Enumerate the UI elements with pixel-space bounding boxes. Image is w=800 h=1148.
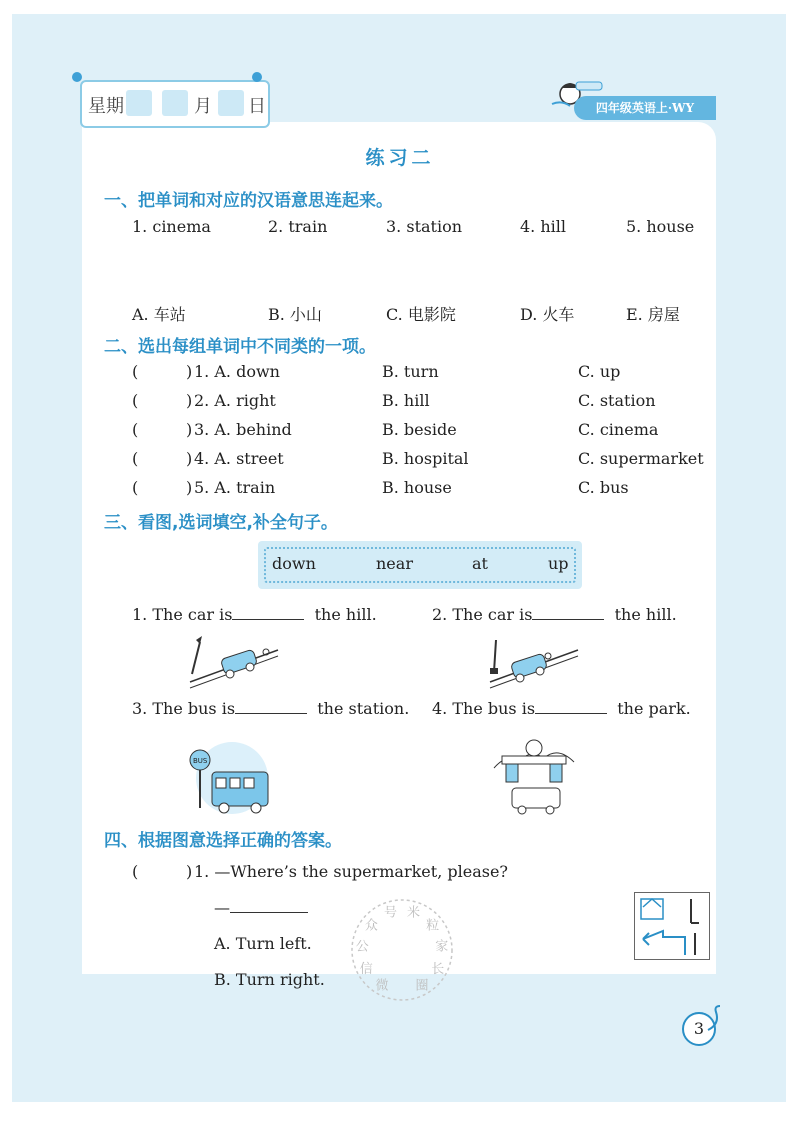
option-c: C. up: [578, 362, 621, 381]
option-a: 4. A. street: [194, 449, 284, 468]
meaning-item: D. 火车: [520, 305, 575, 324]
answer-blank[interactable]: [532, 619, 604, 620]
answer-paren-close: ): [186, 862, 193, 881]
sentence-2: [432, 605, 677, 624]
watermark-char: 米: [406, 905, 421, 921]
answer-paren-close: ): [186, 420, 193, 439]
answer-paren[interactable]: (: [132, 362, 139, 381]
word-bank: [258, 541, 582, 589]
day-label: 日: [248, 96, 266, 117]
section1-heading: 一、把单词和对应的汉语意思连起来。: [104, 191, 393, 211]
meaning-item: C. 电影院: [386, 305, 456, 324]
watermark-char: 号: [383, 905, 398, 921]
answer-blank[interactable]: [235, 713, 307, 714]
word-bank-item: up: [548, 554, 569, 573]
answer-paren[interactable]: (: [132, 862, 139, 881]
bus-station-image: [186, 738, 276, 818]
option-c: C. bus: [578, 478, 629, 497]
option-c: C. station: [578, 391, 656, 410]
watermark-char: 微: [375, 978, 389, 994]
sentence-prefix: 4. The bus is: [432, 699, 536, 718]
date-box: [80, 80, 270, 128]
answer-paren-close: ): [186, 362, 193, 381]
sentence-1: [132, 605, 377, 624]
answer-paren[interactable]: (: [132, 391, 139, 410]
option-c: C. supermarket: [578, 449, 704, 468]
sentence-suffix: the hill.: [614, 605, 677, 624]
word-bank-item: near: [376, 554, 413, 573]
month-label: 月: [194, 96, 212, 117]
answer-blank[interactable]: [535, 713, 607, 714]
watermark-stamp: [342, 890, 462, 1010]
answer-blank[interactable]: [232, 619, 304, 620]
answer-line: [214, 898, 308, 917]
answer-paren-close: ): [186, 391, 193, 410]
sentence-prefix: 2. The car is: [432, 605, 533, 624]
sentence-prefix: 1. The car is: [132, 605, 233, 624]
section4-heading: 四、根据图意选择正确的答案。: [104, 831, 342, 851]
sentence-prefix: 3. The bus is: [132, 699, 236, 718]
section2-heading: 二、选出每组单词中不同类的一项。: [104, 337, 376, 357]
option-a: A. Turn left.: [214, 934, 312, 953]
word-bank-item: down: [272, 554, 316, 573]
watermark-char: 长: [431, 962, 445, 977]
section3-heading: 三、看图,选词填空,补全句子。: [104, 513, 338, 533]
option-a: 3. A. behind: [194, 420, 292, 439]
watermark-char: 粒: [426, 918, 440, 934]
option-a: 1. A. down: [194, 362, 280, 381]
watermark-char: 家: [435, 939, 449, 955]
month-cell[interactable]: [162, 90, 188, 116]
word-bank-item: at: [472, 554, 488, 573]
option-b: B. hill: [382, 391, 430, 410]
car-uphill-image: [186, 632, 280, 692]
bus-park-image: [488, 728, 584, 818]
pin-icon: [72, 72, 82, 82]
word-item: 5. house: [626, 217, 695, 236]
option-b: B. house: [382, 478, 452, 497]
answer-blank[interactable]: [230, 912, 308, 913]
sentence-4: [432, 699, 691, 718]
option-b: B. beside: [382, 420, 457, 439]
word-item: 3. station: [386, 217, 463, 236]
option-b: B. turn: [382, 362, 439, 381]
sentence-suffix: the park.: [617, 699, 691, 718]
day-cell[interactable]: [218, 90, 244, 116]
page-number: 3: [682, 1012, 716, 1046]
swirl-icon: [706, 1004, 726, 1034]
weekday-cell[interactable]: [126, 90, 152, 116]
answer-paren[interactable]: (: [132, 478, 139, 497]
sentence-suffix: the station.: [317, 699, 410, 718]
meaning-item: A. 车站: [132, 305, 186, 324]
answer-paren-close: ): [186, 449, 193, 468]
page-title: 练习二: [365, 147, 435, 169]
watermark-char: 众: [364, 918, 378, 934]
option-a: 5. A. train: [194, 478, 276, 497]
watermark-char: 信: [359, 962, 373, 977]
weekday-label: 星期: [88, 96, 124, 117]
sentence-3: [132, 699, 409, 718]
option-b: B. hospital: [382, 449, 469, 468]
route-map-icon: [635, 893, 709, 959]
answer-paren-close: ): [186, 478, 193, 497]
bus-sign-text: BUS: [193, 757, 208, 765]
word-item: 4. hill: [520, 217, 567, 236]
option-a: 2. A. right: [194, 391, 276, 410]
direction-map: [634, 892, 710, 960]
car-downhill-image: [486, 632, 580, 692]
option-c: C. cinema: [578, 420, 659, 439]
answer-paren[interactable]: (: [132, 449, 139, 468]
meaning-item: B. 小山: [268, 305, 322, 324]
question-text: 1. —Where’s the supermarket, please?: [194, 862, 508, 881]
pin-icon: [252, 72, 262, 82]
word-item: 1. cinema: [132, 217, 211, 236]
option-b: B. Turn right.: [214, 970, 325, 989]
watermark-char: 圈: [415, 978, 429, 994]
sentence-suffix: the hill.: [314, 605, 377, 624]
answer-dash: —: [214, 898, 230, 917]
meaning-item: E. 房屋: [626, 305, 680, 324]
watermark-char: 公: [355, 939, 369, 955]
answer-paren[interactable]: (: [132, 420, 139, 439]
word-item: 2. train: [268, 217, 328, 236]
grade-tag: 四年级英语上·WY: [574, 96, 716, 120]
